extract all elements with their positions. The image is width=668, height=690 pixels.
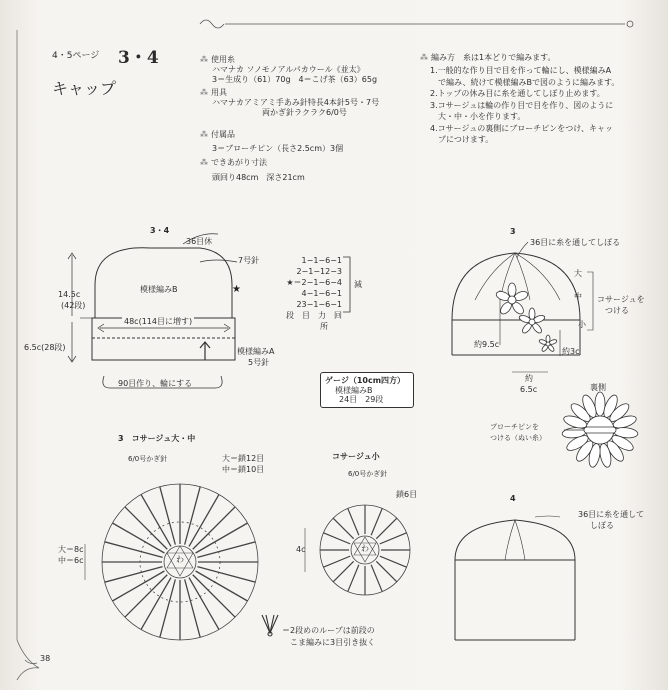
pin-note2: つける（ぬい糸） (490, 434, 546, 442)
cap3-width-label: 6.5c (520, 385, 538, 394)
gauge-box (320, 372, 414, 408)
bullet-icon: ⁂ (420, 53, 428, 62)
gauge-title: ゲージ（10cm四方） (325, 376, 406, 385)
width-label: 48c(114目に増す) (124, 317, 193, 326)
small-ring-label: わ (361, 544, 369, 553)
back-flower (562, 392, 639, 468)
gauge-values: 24目 29段 (339, 395, 384, 404)
legend-line1: ＝2段めのループは前段の (282, 626, 375, 635)
instructions-heading: 編み方 糸は1本どりで編みます。 (431, 53, 556, 62)
top-ornament (200, 20, 633, 28)
step-line: で編み、続けて模様編みBで図のように編みます。 (430, 77, 620, 87)
rows-b-label: (42段) (61, 301, 86, 310)
cap3-height-label: 約9.5c (474, 340, 500, 349)
cap3-note: 36目に糸を通してしぼる (530, 238, 621, 247)
needle7-label: 7号針 (238, 256, 260, 265)
corner-ornament (17, 640, 39, 680)
corsage-s-hook: 6/0号かぎ針 (348, 470, 388, 478)
cap3-about-label: 約 (525, 374, 533, 383)
tools-heading: 用具 (211, 88, 227, 97)
decrease-row: 4−1−6−1 (301, 289, 342, 298)
bullet-icon: ⁂ (200, 158, 208, 167)
size-l-label: 大 (574, 269, 582, 278)
cap4-schematic (455, 516, 575, 640)
page-number: 38 (40, 654, 51, 663)
corsage-s-title: コサージュ小 (332, 452, 380, 461)
notions-line1: 3＝ブローチピン（長さ2.5cm）3個 (212, 144, 344, 153)
bullet-icon: ⁂ (200, 130, 208, 139)
corsage-small-chart (305, 505, 410, 595)
height-a-label: 6.5c(28段) (24, 343, 66, 352)
pin-note: ブローチピンを (490, 423, 539, 431)
tools-line2: 両かぎ針ラクラク6/0号 (262, 108, 347, 117)
bullet-icon: ⁂ (200, 88, 208, 97)
notions-heading: 付属品 (211, 130, 235, 139)
decrease-footer2: 所 (320, 322, 328, 331)
decrease-row: 1−1−6−1 (301, 256, 342, 265)
medium-chain-label: 中＝鎖10目 (222, 465, 265, 474)
corsage-lm-title: 3 コサージュ大・中 (118, 434, 196, 443)
pattern-a-label: 模様編みA (237, 347, 275, 356)
corsage-attach-label2: つける (605, 306, 629, 315)
step-line: 1.一般的な作り目で目を作って輪にし、模様編みA (430, 66, 612, 75)
cap4-note: 36目に糸を通して (578, 510, 645, 519)
corsage-large-chart (85, 484, 258, 640)
yarn-line1: ハマナカ ソノモノアルパカウール《並太》 (212, 65, 365, 74)
back-side-label: 裏側 (590, 383, 606, 392)
legend-line2: こま編みに3目引き抜く (290, 638, 376, 647)
size-heading: できあがり寸法 (211, 158, 267, 167)
page-title: キャップ (52, 79, 117, 98)
large-chain-label: 大＝鎖12目 (222, 454, 265, 463)
decrease-table (278, 255, 342, 332)
cap4-note2: しぼる (590, 521, 614, 530)
star-icon: ★ (232, 284, 241, 295)
legend-stitch-icon (262, 615, 278, 636)
cast-on-label: 90目作り、輪にする (118, 379, 193, 388)
needle5-label: 5号針 (248, 358, 270, 367)
yarn-line2: 3＝生成り（61）70g 4＝こげ茶（63）65g (212, 75, 378, 84)
decrease-row: 2−1−12−3 (296, 267, 342, 276)
hat-diagram-label: 3・4 (150, 226, 170, 235)
rest-stitches-label: 36目休 (186, 237, 213, 246)
yarn-heading: 使用糸 (211, 55, 235, 64)
instructions-block (420, 53, 619, 146)
step-line: プにつけます。 (430, 135, 494, 144)
small-size-label: 4c (296, 545, 306, 554)
cap3-label: 3 (510, 227, 516, 236)
model-number: 3・4 (118, 48, 159, 68)
pattern-b-label: 模様編みB (140, 285, 178, 294)
cap3-flowers (495, 283, 557, 352)
page-ref: 4・5ページ (52, 51, 100, 61)
size-s-label: 小 (578, 320, 586, 329)
materials-block (200, 55, 379, 183)
decrease-label: 減 (354, 280, 362, 289)
step-line: 2.トップの休み目に糸を通してしぼり止めます。 (430, 89, 605, 98)
cap4-label: 4 (510, 494, 516, 503)
decrease-footer: 段 目 力 回 (286, 311, 342, 320)
height-b-label: 14.5c (58, 290, 81, 299)
decrease-brace (343, 257, 350, 312)
step-line: 4.コサージュの裏側にブローチピンをつけ、キャッ (430, 123, 613, 133)
gauge-pattern: 模様編みB (335, 386, 373, 395)
corsage-lm-hook: 6/0号かぎ針 (128, 455, 168, 463)
bullet-icon: ⁂ (200, 55, 208, 64)
cap3-3c-label: 約3c (562, 347, 580, 356)
corsage-attach-label: コサージュを (597, 295, 645, 304)
step-line: 3.コサージュは輪の作り目で目を作り、図のように (430, 100, 614, 110)
decrease-row: 23−1−6−1 (296, 300, 342, 309)
size-m-label: 中 (574, 292, 582, 301)
decrease-row: ★＝2−1−6−4 (286, 278, 342, 287)
hat-schematic (68, 234, 237, 388)
large-size-label: 大＝8c (58, 545, 84, 554)
step-line: 大・中・小を作ります。 (430, 112, 526, 121)
medium-size-label: 中＝6c (58, 556, 84, 565)
ring-label: わ (176, 555, 184, 564)
small-chain-label: 鎖6目 (396, 490, 418, 499)
size-line1: 頭回り48cm 深さ21cm (212, 173, 305, 182)
tools-line1: ハマナカアミアミ手あみ針特長4本針5号・7号 (212, 98, 380, 107)
